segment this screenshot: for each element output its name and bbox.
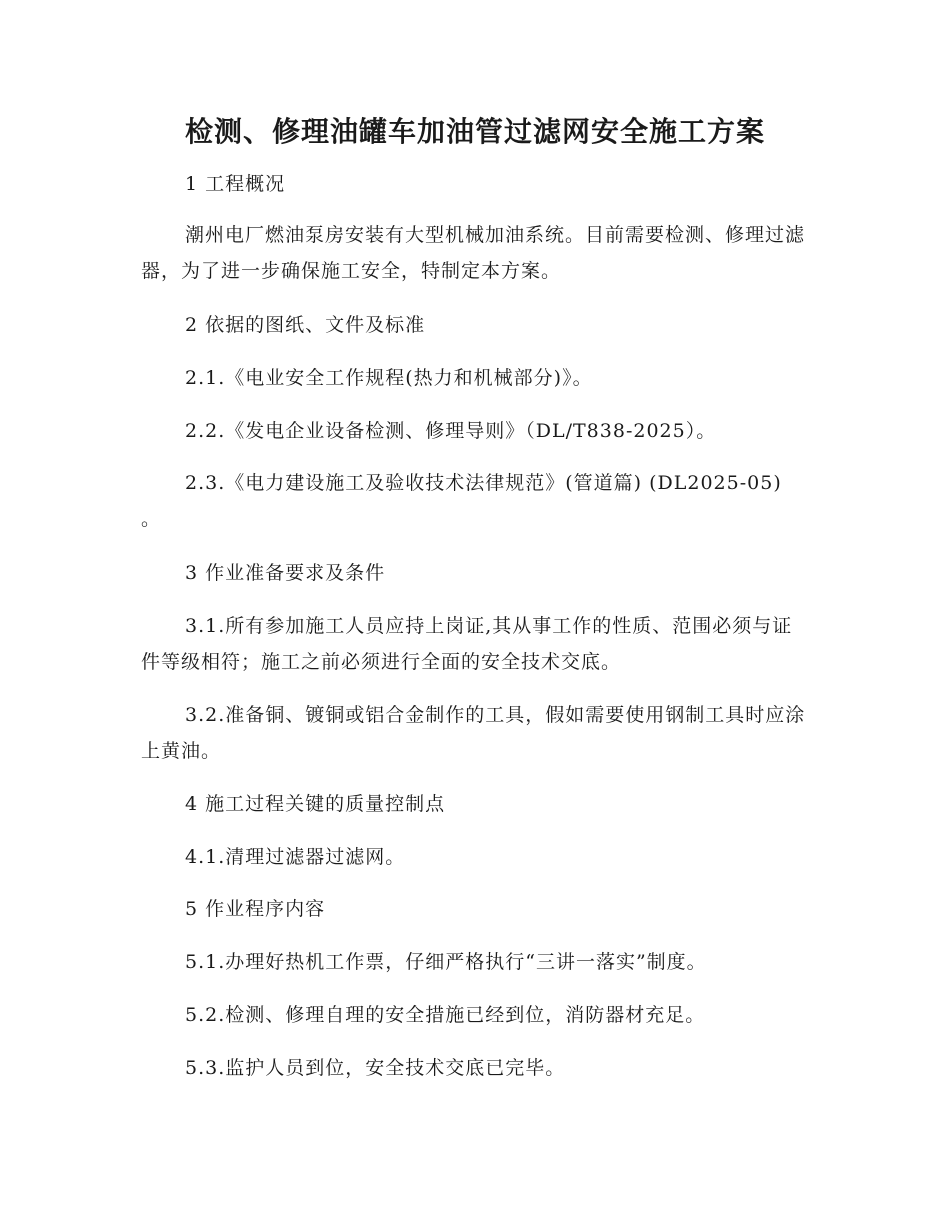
section-heading-3: 3 作业准备要求及条件 (185, 562, 386, 584)
paragraph-5-1: 5.1.办理好热机工作票，仔细严格执行“三讲一落实”制度。 (185, 951, 707, 973)
section-heading-1: 1 工程概况 (185, 173, 286, 195)
paragraph-2-1: 2.1.《电业安全工作规程(热力和机械部分)》。 (185, 367, 593, 389)
paragraph-overview: 潮州电厂燃油泵房安装有大型机械加油系统。目前需要检测、修理过滤器，为了进一步确保施工安全，特制定本方案。 (141, 224, 806, 282)
section-heading-4: 4 施工过程关键的质量控制点 (185, 793, 446, 815)
paragraph-3-1: 3.1.所有参加施工人员应持上岗证,其从事工作的性质、范围必须与证件等级相符；施工之前必须进行全面的安全技术交底。 (141, 615, 793, 673)
section-heading-2: 2 依据的图纸、文件及标准 (185, 314, 426, 336)
paragraph-5-2: 5.2.检测、修理自理的安全措施已经到位，消防器材充足。 (185, 1004, 706, 1026)
paragraph-5-3: 5.3.监护人员到位，安全技术交底已完毕。 (185, 1057, 566, 1079)
document-title: 检测、修理油罐车加油管过滤网安全施工方案 (184, 115, 765, 148)
paragraph-2-3: 2.3.《电力建设施工及验收技术法律规范》(管道篇) (DL2025-05) 。 (141, 472, 782, 530)
section-heading-5: 5 作业程序内容 (185, 898, 326, 920)
paragraph-4-1: 4.1.清理过滤器过滤网。 (185, 846, 406, 868)
paragraph-2-2: 2.2.《发电企业设备检测、修理导则》（DL/T838-2025）。 (185, 420, 717, 442)
paragraph-3-2: 3.2.准备铜、镀铜或铝合金制作的工具，假如需要使用钢制工具时应涂上黄油。 (141, 704, 806, 762)
